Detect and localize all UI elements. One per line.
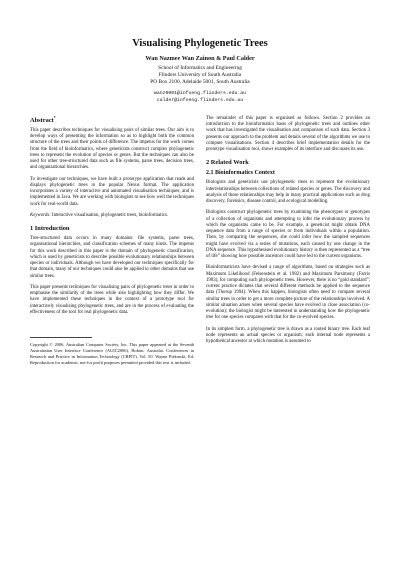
affiliation-line: Flinders University of South Australia — [158, 72, 242, 79]
abstract-paragraph: This paper describes techniques for visualising pairs of similar trees. Our aim is to develop ways of presenting the information so as to highlight both the common structure of the trees and their points of difference. The impetus for the work comes from the field of bioinformatics, where geneticists construct complex phylogenetic trees to represent the evolution of species or genes. But the techniques can also be used for other tree-structured data such as file systems, parse trees, decision trees, and organisational hierarchies. — [30, 127, 194, 171]
intro-paragraph: Tree-structured data occurs in many domains: file systems, parse trees, organisational hierarchies, and classification schemes of many kinds. The impetus for this work described in this paper is the domain of phylogenetic classification, which is used by geneticists to describe possible evolutionary relationships between species or individuals. Although we have developed our techniques specifically for that domain, many of our techniques could also be applied to other domains that use similar trees. — [30, 236, 194, 279]
keywords — [30, 213, 194, 219]
author-email: wanz0001@infoeng.flinders.edu.au — [153, 90, 247, 96]
body-paragraph: Biologists construct phylogenetic trees by examining the phenotypes or genotypes of a collection of organisms and attempting to infer the evolutionary process by which the organisms came to be. For example, a geneticist might obtain DNA sequence data from a range of species or from individuals within a population. Then, by comparing the sequences, she could infer how the sampled sequences might have evolved via a series of mutations, each caused by one change in the DNA sequence. This hypothesised evolutionary history is then represented as a “tree of life” showing how possible ancestors could have led to the current organisms. — [206, 210, 370, 260]
introduction-heading: 1 Introduction — [30, 225, 70, 233]
body-paragraph: Bioinformaticists have devised a range of algorithms, based on strategies such as Maximum Likelihood (Felsenstein et al. 1982) and Maximum Parsimony (Farris 1983), for computing such phylogenetic trees. However, there is no “gold standard”; current practice dictates that several different methods be applied to the sequence data (Thorup 1994). When this happen, biologists often need to compare several similar trees in order to get a more complete picture of the relationships involved. A similar situation arises when several species have evolved in close association (co-evolution); the biologist might be interested in understanding how the phylogenetic tree for one species compares with that for the co-evolved species. — [206, 265, 370, 321]
affiliation-line: PO Box 2100, Adelaide 5001, South Australia — [150, 79, 250, 86]
bioinformatics-heading: 2.1 Bioinformatics Context — [206, 170, 275, 177]
related-work-heading: 2 Related Work — [206, 159, 249, 167]
intro-paragraph: This paper presents techniques for visualising pairs of phylogenetic trees in order to emphasise the similarity of the trees while also highlighting how they differ. We have implemented these techniques in the context of a prototype tool for interactively visualising phylogenetic trees, and are in the process of evaluating the effectiveness of the tool for real phylogenetic data. — [30, 284, 194, 315]
abstract-heading: Abstract* — [30, 115, 56, 124]
authors: Wan Nazmee Wan Zainon & Paul Calder — [145, 55, 255, 62]
footnote-rule — [30, 337, 92, 338]
right-column — [206, 116, 370, 366]
author-email: calder@infoeng.flinders.edu.au — [156, 98, 244, 104]
left-column — [30, 116, 194, 366]
outline-paragraph: The remainder of this paper is organised as follows. Section 2 provides an introduction to the bioinformatics basis of phylogenetic trees and outlines other work that has investigated the visualisation and comparison of such data. Section 3 presents our approach to the problem and details several of the algorithms we use to compute visualisations. Section 4 describes brief implementation details for the prototype visualisation tool, shows examples of its interface and discusses its use. — [206, 115, 370, 153]
body-paragraph: Biologists and geneticists use phylogenetic trees to represent the evolutionary interrelationships between collections of related species or genes. The discovery and analysis of those relationships may help in many practical applications such as drug discovery, forensics, disease control, and ecological modelling. — [206, 180, 370, 205]
affiliation-line: School of Informatics and Engineering — [158, 65, 242, 71]
abstract-paragraph: To investigate our techniques, we have built a prototype application that reads and displays phylogenetic trees in the popular Nexus format. The application incorporates a variety of interactive and automated visualisation techniques, and is implemented in Java. We are working with biologists to see how well the techniques work for real-world data. — [30, 176, 194, 207]
copyright-notice: Copyright © 2006, Australian Computer Society, Inc. This paper appeared at the Seventh Australasian User Interface Conference (AUIC2006), Hobart, Australia. Conferences in Research and Practice in Information Technology (CRPIT), Vol. 50. Wayne Piekarski, Ed. Reproduction for academic, not-for profit purposes permitted provided this text is included. — [30, 342, 194, 365]
body-paragraph: In its simplest form, a phylogenetic tree is drawn as a rooted binary tree. Each leaf node represents an actual species or organism; each internal node represents a hypothetical ancestor at which mutation is assumed to — [206, 326, 370, 345]
keywords-text: Interactive visualisation, phylogenetic trees, bioinformatics. — [52, 212, 169, 218]
keywords-label: Keywords: — [30, 212, 51, 218]
paper-title: Visualising Phylogenetic Trees — [132, 38, 268, 49]
two-column-body — [30, 116, 370, 366]
